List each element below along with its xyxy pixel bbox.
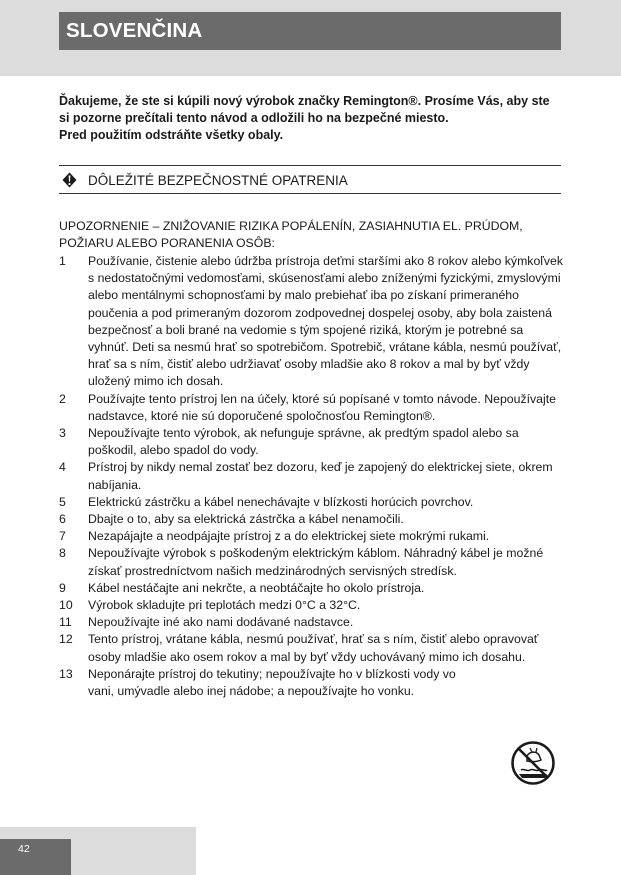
item-text: Prístroj by nikdy nemal zostať bez dozoru, keď je zapojený do elektrickej siete, okrem nabíjania. [88,460,553,492]
list-item [59,253,563,391]
item-number: 13 [59,666,73,681]
section-rule-top [59,165,561,166]
intro-paragraph: Pred použitím odstráňte všetky obaly. [59,128,284,142]
item-number: 9 [59,580,66,595]
warning-exclamation-icon [62,172,77,188]
item-text: Nepoužívajte tento výrobok, ak nefunguje správne, ak predtým spadol alebo sa poškodil, alebo spadol do vody. [88,426,519,458]
item-text: Neponárajte prístroj do tekutiny; nepoužívajte ho v blízkosti vody vo vani, umývadle alebo inej nádobe; a nepoužívajte ho vonku. [88,666,456,699]
item-text: Kábel nestáčajte ani nekrčte, a neobtáčajte ho okolo prístroja. [88,580,425,595]
item-number: 2 [59,391,66,406]
item-number: 11 [59,615,72,630]
item-text: Dbajte o to, aby sa elektrická zástrčka a kábel nenamočili. [88,512,404,527]
item-text: Nepoužívajte iné ako nami dodávané nadstavce. [88,615,354,630]
page-number-box [0,839,71,875]
list-item [59,631,563,665]
item-number: 1 [59,254,66,268]
item-text: Tento prístroj, vrátane kábla, nesmú používať, hrať sa s ním, čistiť alebo opravovať osoby mladšie ako osem rokov a mal by byť vždy uchovávaný mimo ich dosahu. [88,632,539,664]
no-water-use-icon [510,740,556,786]
warning-lead: UPOZORNENIE – ZNIŽOVANIE RIZIKA POPÁLENÍN, ZASIAHNUTIA EL. PRÚDOM, POŽIARU ALEBO PORANENIA OSÔB: [59,219,523,251]
intro-text [59,93,563,144]
item-number: 8 [59,546,66,561]
section-rule-bottom [59,193,561,194]
intro-paragraph: Ďakujeme, že ste si kúpili nový výrobok značky Remington®. Prosíme Vás, aby ste si pozorne prečítali tento návod a odložili ho na bezpečné miesto. [59,94,550,125]
item-number: 6 [59,512,66,527]
list-item [59,511,563,528]
page-number: 42 [18,843,30,855]
list-item [59,666,563,700]
language-header [59,12,561,50]
list-item [59,494,563,511]
item-number: 4 [59,460,66,475]
section-title: DÔLEŽITÉ BEZPEČNOSTNÉ OPATRENIA [88,173,348,188]
list-item [59,597,563,614]
list-item [59,580,563,597]
item-number: 3 [59,426,66,441]
list-item [59,545,563,579]
language-title: SLOVENČINA [66,19,203,42]
safety-list [59,253,563,700]
item-number: 10 [59,598,73,613]
list-item [59,425,563,459]
item-text: Elektrickú zástrčku a kábel nenechávajte v blízkosti horúcich povrchov. [88,494,474,509]
list-item [59,391,563,425]
list-item [59,528,563,545]
list-item [59,459,563,493]
item-text: Používajte tento prístroj len na účely, ktoré sú popísané v tomto návode. Nepoužívajte nadstavce, ktoré nie sú doporučené spoločnosťou Remington®. [88,391,557,423]
item-text: Nezapájajte a neodpájajte prístroj z a do elektrickej siete mokrými rukami. [88,529,490,544]
item-text: Výrobok skladujte pri teplotách medzi 0°C a 32°C. [88,598,361,613]
item-number: 12 [59,632,73,647]
list-item [59,614,563,631]
item-number: 7 [59,529,66,544]
item-number: 5 [59,494,66,509]
item-text: Používanie, čistenie alebo údržba prístroja deťmi staršími ako 8 rokov alebo kýmkoľvek s nedostatočnými vedomosťami, skúsenosťami alebo zníženými fyzickými, zmyslovými alebo mentálnymi schopnosťami by malo prebiehať iba po získaní primeraného poučenia a pod primeraným dozorom zodpovednej dospelej osoby, aby bola zaistená bezpečnosť a boli brané na vedomie s tým spojené riziká, ktorým je potrebné sa vyhnúť. Deti sa nesmú hrať so spotrebičom. Spotrebič, vrátane kábla, nesmú používať, hrať sa s ním, čistiť alebo udržiavať osoby mladšie ako 8 rokov a mal by byť vždy uložený mimo ich dosah. [88,254,564,389]
item-text: Nepoužívajte výrobok s poškodeným elektrickým káblom. Náhradný kábel je možné získať prostredníctvom našich medzinárodných servisných stredísk. [88,546,544,578]
